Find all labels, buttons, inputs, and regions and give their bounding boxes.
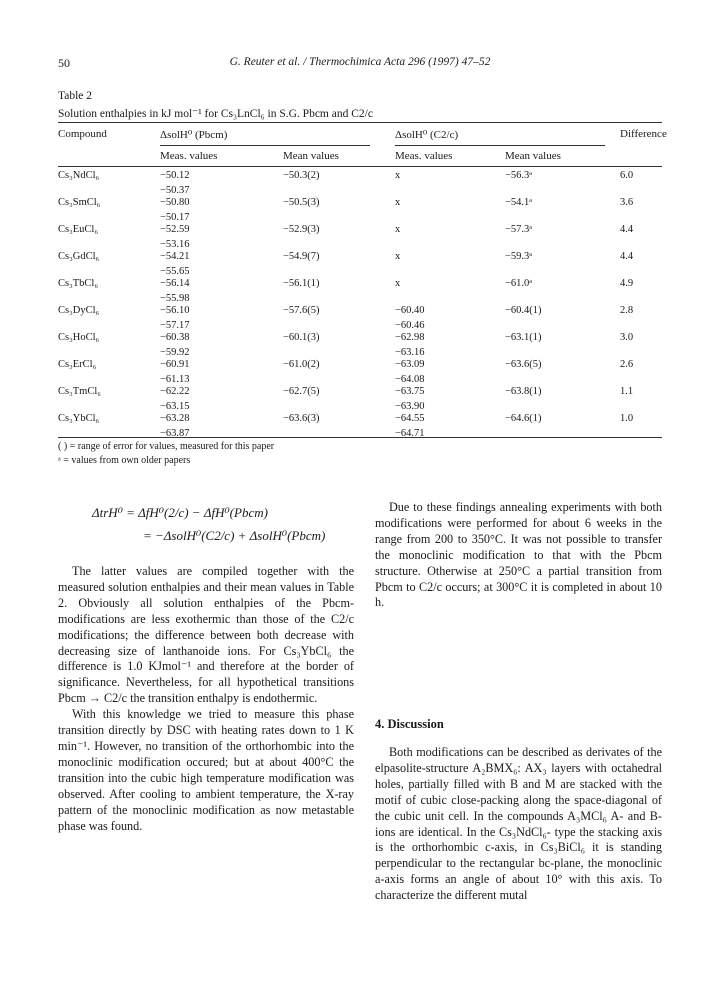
- cell-value: −60.38: [160, 332, 190, 343]
- table-header-rule: [58, 166, 662, 167]
- cell-value: −50.37: [160, 184, 190, 196]
- cell-difference: [620, 412, 633, 427]
- cell-pbcm-meas: [160, 304, 190, 333]
- cell-value: −62.7(5): [283, 386, 320, 397]
- cell-value: −63.87: [160, 427, 190, 439]
- right-column-bottom: [375, 745, 662, 904]
- cell-value: −59.92: [160, 346, 190, 358]
- cell-pbcm-mean: [283, 331, 320, 346]
- left-paragraph-1: The latter values are compiled together with the measured solution enthalpies and their mean values in Table 2. Obviously all solution enthalpies of the Pbcm- modifications are less exothermic than those of the C2/c modifications; the difference between both decrease with decreasing size of lanthanoide ions. For Cs₃YbCl₆ the difference is 1.0 KJmol⁻¹ and therefore at the border of significance. Nevertheless, for all hypothetical transitions Pbcm → C2/c the transition enthalpy is endothermic.: [58, 564, 354, 706]
- cell-c2c-meas: [395, 331, 425, 360]
- cell-compound: [58, 223, 98, 238]
- pbcm-group-rule: [160, 145, 370, 146]
- c2c-group-rule: [395, 145, 605, 146]
- cell-value: −54.21: [160, 251, 190, 262]
- cell-compound: [58, 196, 100, 211]
- table-caption: Solution enthalpies in kJ mol⁻¹ for Cs₃LnCl₆ in S.G. Pbcm and C2/c: [58, 108, 373, 120]
- cell-value: 6.0: [620, 170, 634, 181]
- cell-value: −53.16: [160, 238, 190, 250]
- cell-pbcm-meas: [160, 169, 190, 198]
- cell-value: −52.59: [160, 224, 190, 235]
- cell-value: −63.90: [395, 400, 425, 412]
- cell-value: 1.0: [620, 413, 634, 424]
- table-label: Table 2: [58, 90, 93, 102]
- cell-value: −63.28: [160, 413, 190, 424]
- cell-pbcm-mean: [283, 358, 320, 373]
- cell-compound: [58, 331, 99, 346]
- cell-value: −50.3(2): [283, 170, 320, 181]
- cell-value: Cs₃DyCl₆: [58, 305, 100, 316]
- cell-value: −64.6(1): [505, 413, 542, 424]
- cell-c2c-meas: [395, 223, 400, 238]
- cell-value: −50.5(3): [283, 197, 320, 208]
- cell-compound: [58, 277, 98, 292]
- cell-pbcm-mean: [283, 304, 320, 319]
- cell-value: −57.6(5): [283, 305, 320, 316]
- cell-compound: [58, 412, 99, 427]
- cell-value: −60.91: [160, 359, 190, 370]
- right-paragraph-1: Due to these findings annealing experiments with both modifications were performed for about 6 weeks in the range from 200 to 350°C. It was not possible to transfer the monoclinic modification to that with the Pbcm structure. Otherwise at 250°C a partial transition from Pbcm to C2/c occurs; at 300°C it is completed in about 10 h.: [375, 500, 662, 610]
- header-pbcm-group: ΔsolH⁰ (Pbcm): [160, 129, 228, 141]
- cell-value: −56.1(1): [283, 278, 320, 289]
- table-top-rule: [58, 122, 662, 123]
- left-paragraph-2: With this knowledge we tried to measure this phase transition directly by DSC with heating rates down to 1 K min⁻¹. However, no transition of the orthorhombic into the monoclinic modification occured; but at about 400°C the transition into the cubic high temperature modification was observed. After cooling to ambient temperature, the X-ray pattern of the monoclinic modification as now metastable phase was found.: [58, 707, 354, 833]
- cell-value: −63.6(5): [505, 359, 542, 370]
- equation-line-2: [143, 528, 325, 544]
- cell-c2c-meas: [395, 385, 425, 414]
- cell-value: −57.3ᵃ: [505, 224, 533, 235]
- cell-c2c-meas: [395, 196, 400, 211]
- cell-value: −61.0ᵃ: [505, 278, 533, 289]
- cell-compound: [58, 385, 101, 400]
- cell-difference: [620, 331, 633, 346]
- cell-value: −56.10: [160, 305, 190, 316]
- cell-c2c-mean: [505, 196, 532, 211]
- cell-value: Cs₃NdCl₆: [58, 170, 100, 181]
- cell-pbcm-mean: [283, 223, 320, 238]
- cell-value: −62.98: [395, 332, 425, 343]
- cell-value: Cs₃YbCl₆: [58, 413, 100, 424]
- cell-pbcm-mean: [283, 250, 320, 265]
- cell-value: −50.17: [160, 211, 190, 223]
- cell-c2c-meas: [395, 169, 400, 184]
- equation-line-1: [92, 505, 268, 521]
- cell-value: −64.71: [395, 427, 425, 439]
- cell-c2c-mean: [505, 277, 532, 292]
- cell-c2c-mean: [505, 358, 542, 373]
- cell-c2c-mean: [505, 385, 542, 400]
- cell-value: −64.08: [395, 373, 425, 385]
- cell-c2c-mean: [505, 304, 542, 319]
- cell-compound: [58, 304, 99, 319]
- header-mean-c2c: Mean values: [505, 150, 561, 162]
- page-number: 50: [58, 56, 70, 70]
- cell-value: Cs₃EuCl₆: [58, 224, 98, 235]
- cell-value: −54.1ᵃ: [505, 197, 533, 208]
- cell-value: −55.65: [160, 265, 190, 277]
- equation-line-2-text: = −ΔsolH⁰(C2/c) + ΔsolH⁰(Pbcm): [143, 528, 326, 543]
- cell-value: 3.0: [620, 332, 634, 343]
- header-meas-pbcm: Meas. values: [160, 150, 218, 162]
- cell-value: −50.80: [160, 197, 190, 208]
- cell-value: Cs₃SmCl₆: [58, 197, 101, 208]
- cell-difference: [620, 358, 633, 373]
- cell-pbcm-meas: [160, 358, 190, 387]
- cell-value: Cs₃TbCl₆: [58, 278, 98, 289]
- equation-line-1-text: ΔtrH⁰ = ΔfH⁰(2/c) − ΔfH⁰(Pbcm): [92, 505, 268, 520]
- cell-pbcm-meas: [160, 331, 190, 360]
- cell-c2c-meas: [395, 277, 400, 292]
- cell-value: 2.6: [620, 359, 634, 370]
- cell-value: 3.6: [620, 197, 634, 208]
- cell-value: Cs₃GdCl₆: [58, 251, 100, 262]
- cell-pbcm-mean: [283, 385, 320, 400]
- footnote-older-papers: ᵃ = values from own older papers: [58, 455, 191, 466]
- cell-c2c-meas: [395, 250, 400, 265]
- cell-value: −63.6(3): [283, 413, 320, 424]
- cell-value: −63.75: [395, 386, 425, 397]
- cell-pbcm-mean: [283, 196, 320, 211]
- cell-pbcm-meas: [160, 250, 190, 279]
- cell-value: −56.3ᵃ: [505, 170, 533, 181]
- cell-pbcm-meas: [160, 385, 190, 414]
- cell-value: −52.9(3): [283, 224, 320, 235]
- cell-compound: [58, 250, 99, 265]
- header-compound: Compound: [58, 128, 107, 140]
- cell-value: −63.15: [160, 400, 190, 412]
- cell-value: −55.98: [160, 292, 190, 304]
- cell-value: −63.16: [395, 346, 425, 358]
- cell-value: −63.1(1): [505, 332, 542, 343]
- header-mean-pbcm: Mean values: [283, 150, 339, 162]
- cell-value: 2.8: [620, 305, 634, 316]
- cell-value: 4.4: [620, 224, 634, 235]
- left-column: [58, 564, 354, 834]
- cell-value: 4.4: [620, 251, 634, 262]
- cell-value: x: [395, 251, 401, 262]
- cell-value: x: [395, 278, 401, 289]
- cell-c2c-mean: [505, 331, 542, 346]
- cell-compound: [58, 358, 96, 373]
- cell-difference: [620, 196, 633, 211]
- right-paragraph-2: Both modifications can be described as derivates of the elpasolite-structure A₂BMX₆: AX₃ layers with octahedral holes, partially filled with B and M are stacked with the motif of cubic close-packing along the space-diagonal of the cubic unit cell. In the compounds A₃MCl₆ A- and B-ions are identical. In the Cs₃NdCl₆- type the stacking axis is the orthorhombic c-axis, in Cs₃BiCl₆ it is standing perpendicular to the rectangular bc-plane, the monoclinic a-axis forms an angle of about 10° with this axis. To characterize the different mutal: [375, 745, 662, 903]
- cell-value: −60.46: [395, 319, 425, 331]
- cell-value: −62.22: [160, 386, 190, 397]
- cell-compound: [58, 169, 99, 184]
- cell-value: −56.14: [160, 278, 190, 289]
- cell-value: x: [395, 197, 401, 208]
- cell-c2c-mean: [505, 169, 532, 184]
- cell-pbcm-mean: [283, 412, 320, 427]
- cell-value: −60.1(3): [283, 332, 320, 343]
- cell-value: 1.1: [620, 386, 634, 397]
- cell-c2c-mean: [505, 223, 532, 238]
- cell-value: −61.13: [160, 373, 190, 385]
- cell-value: x: [395, 224, 401, 235]
- cell-difference: [620, 304, 633, 319]
- cell-value: −60.40: [395, 305, 425, 316]
- cell-c2c-meas: [395, 358, 425, 387]
- cell-value: 4.9: [620, 278, 634, 289]
- cell-pbcm-meas: [160, 277, 190, 306]
- cell-c2c-mean: [505, 412, 542, 427]
- running-head: G. Reuter et al. / Thermochimica Acta 296 (1997) 47–52: [229, 56, 491, 68]
- cell-difference: [620, 385, 633, 400]
- cell-value: Cs₃ErCl₆: [58, 359, 97, 370]
- cell-value: −60.4(1): [505, 305, 542, 316]
- header-meas-c2c: Meas. values: [395, 150, 453, 162]
- cell-pbcm-meas: [160, 196, 190, 225]
- cell-pbcm-mean: [283, 277, 320, 292]
- cell-value: Cs₃HoCl₆: [58, 332, 100, 343]
- cell-value: −50.12: [160, 170, 190, 181]
- cell-value: Cs₃TmCl₆: [58, 386, 101, 397]
- cell-c2c-mean: [505, 250, 532, 265]
- section-heading: 4. Discussion: [375, 717, 444, 731]
- cell-value: −54.9(7): [283, 251, 320, 262]
- cell-value: −63.09: [395, 359, 425, 370]
- cell-value: −59.3ᵃ: [505, 251, 533, 262]
- footnote-error-range: ( ) = range of error for values, measured for this paper: [58, 441, 275, 452]
- cell-pbcm-meas: [160, 223, 190, 252]
- cell-c2c-meas: [395, 304, 425, 333]
- cell-difference: [620, 277, 633, 292]
- cell-difference: [620, 169, 633, 184]
- cell-difference: [620, 250, 633, 265]
- header-c2c-group: ΔsolH⁰ (C2/c): [395, 129, 459, 141]
- cell-pbcm-mean: [283, 169, 320, 184]
- header-difference: Difference: [620, 128, 667, 140]
- cell-value: x: [395, 170, 401, 181]
- cell-value: −64.55: [395, 413, 425, 424]
- right-column-top: [375, 500, 662, 611]
- cell-difference: [620, 223, 633, 238]
- cell-value: −57.17: [160, 319, 190, 331]
- table-bottom-rule: [58, 437, 662, 438]
- cell-value: −63.8(1): [505, 386, 542, 397]
- cell-value: −61.0(2): [283, 359, 320, 370]
